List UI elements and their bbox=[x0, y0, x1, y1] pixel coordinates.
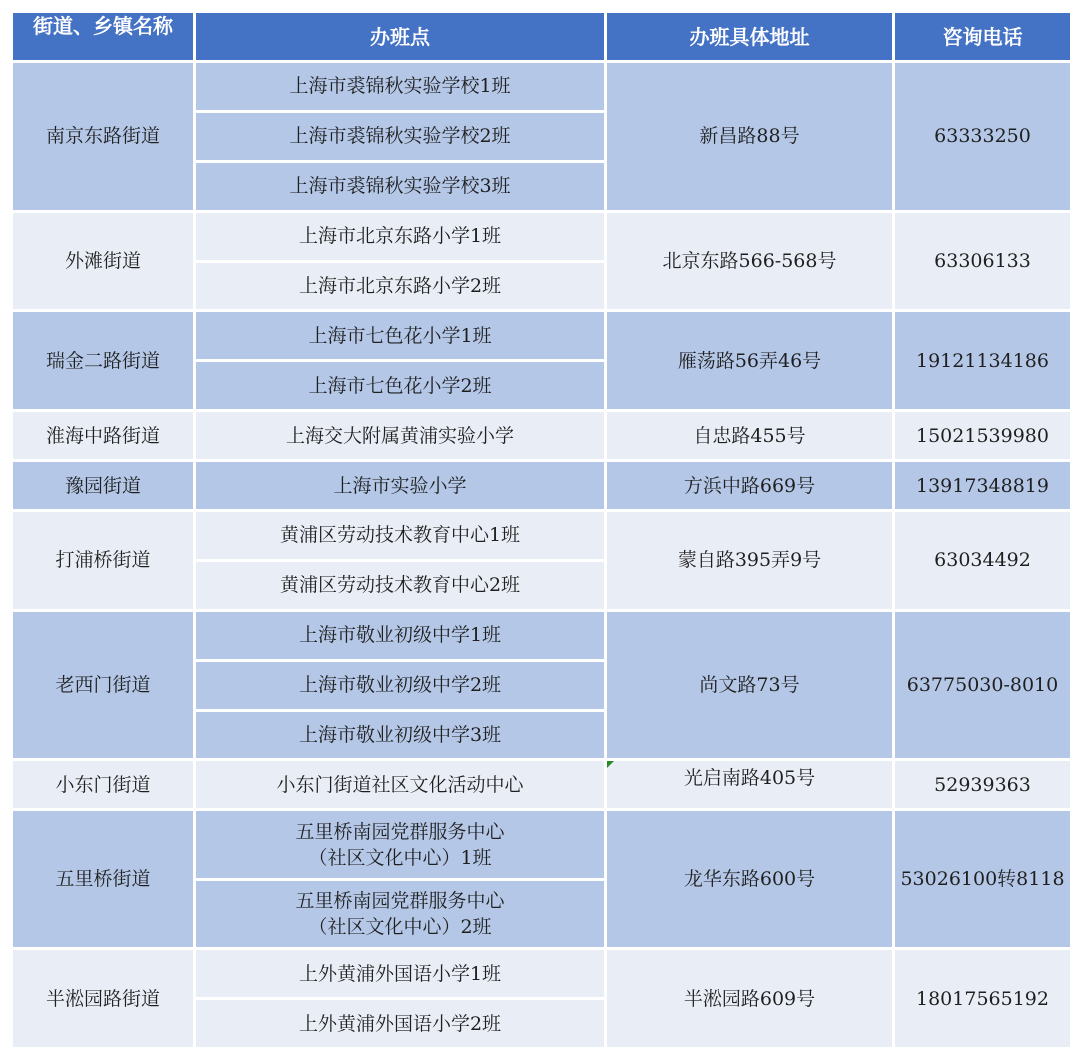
phone-cell: 13917348819 bbox=[894, 461, 1072, 511]
street-cell: 瑞金二路街道 bbox=[12, 311, 195, 411]
address-text: 自忠路455号 bbox=[693, 424, 806, 447]
table-row bbox=[12, 810, 1072, 879]
street-cell: 豫园街道 bbox=[12, 461, 195, 511]
phone-cell: 53026100转8118 bbox=[894, 810, 1072, 949]
street-cell: 老西门街道 bbox=[12, 610, 195, 760]
address-text: 龙华东路600号 bbox=[683, 868, 816, 891]
header-phone: 咨询电话 bbox=[894, 12, 1072, 62]
class-point-cell: 上外黄浦外国语小学2班 bbox=[195, 999, 606, 1049]
class-point-cell: 上海交大附属黄浦实验小学 bbox=[195, 411, 606, 461]
class-point-cell: 上海市敬业初级中学3班 bbox=[195, 710, 606, 760]
class-point-cell: 五里桥南园党群服务中心 （社区文化中心）2班 bbox=[195, 879, 606, 948]
address-text: 新昌路88号 bbox=[699, 125, 800, 148]
header-address: 办班具体地址 bbox=[606, 12, 894, 62]
class-point-cell: 上海市敬业初级中学2班 bbox=[195, 660, 606, 710]
table-row bbox=[12, 610, 1072, 660]
phone-cell: 15021539980 bbox=[894, 411, 1072, 461]
table-row bbox=[12, 760, 1072, 810]
class-point-cell: 上海市北京东路小学1班 bbox=[195, 211, 606, 261]
class-point-cell: 上外黄浦外国语小学1班 bbox=[195, 949, 606, 999]
class-point-cell: 五里桥南园党群服务中心 （社区文化中心）1班 bbox=[195, 810, 606, 879]
class-point-cell: 上海市裘锦秋实验学校1班 bbox=[195, 62, 606, 112]
header-row bbox=[12, 12, 1072, 62]
street-cell: 南京东路街道 bbox=[12, 62, 195, 212]
phone-cell: 52939363 bbox=[894, 760, 1072, 810]
address-cell bbox=[606, 610, 894, 760]
street-cell: 打浦桥街道 bbox=[12, 511, 195, 611]
address-cell bbox=[606, 62, 894, 212]
phone-cell: 63775030-8010 bbox=[894, 610, 1072, 760]
address-text: 方浜中路669号 bbox=[683, 474, 816, 497]
class-point-cell: 上海市七色花小学1班 bbox=[195, 311, 606, 361]
street-cell: 五里桥街道 bbox=[12, 810, 195, 949]
address-cell bbox=[606, 760, 894, 810]
comment-indicator-icon bbox=[607, 761, 614, 768]
street-cell: 外滩街道 bbox=[12, 211, 195, 311]
phone-cell: 19121134186 bbox=[894, 311, 1072, 411]
header-street: 街道、乡镇名称 bbox=[12, 12, 195, 62]
class-point-cell: 上海市敬业初级中学1班 bbox=[195, 610, 606, 660]
phone-cell: 63333250 bbox=[894, 62, 1072, 212]
class-point-cell: 小东门街道社区文化活动中心 bbox=[195, 760, 606, 810]
address-cell bbox=[606, 311, 894, 411]
table-row bbox=[12, 211, 1072, 261]
header-class-point: 办班点 bbox=[195, 12, 606, 62]
phone-cell: 63034492 bbox=[894, 511, 1072, 611]
phone-cell: 63306133 bbox=[894, 211, 1072, 311]
class-point-cell: 上海市裘锦秋实验学校2班 bbox=[195, 111, 606, 161]
address-text: 尚文路73号 bbox=[699, 674, 800, 697]
table-row bbox=[12, 949, 1072, 999]
table-row bbox=[12, 311, 1072, 361]
class-point-cell: 上海市裘锦秋实验学校3班 bbox=[195, 161, 606, 211]
address-text: 雁荡路56弄46号 bbox=[677, 349, 822, 372]
class-location-table bbox=[10, 10, 1073, 1050]
table-row bbox=[12, 411, 1072, 461]
street-cell: 半淞园路街道 bbox=[12, 949, 195, 1049]
table-row bbox=[12, 461, 1072, 511]
address-cell bbox=[606, 810, 894, 949]
class-point-cell: 上海市北京东路小学2班 bbox=[195, 261, 606, 311]
phone-cell: 18017565192 bbox=[894, 949, 1072, 1049]
address-text: 蒙自路395弄9号 bbox=[677, 549, 822, 572]
class-point-cell: 上海市七色花小学2班 bbox=[195, 361, 606, 411]
class-point-cell: 上海市实验小学 bbox=[195, 461, 606, 511]
address-text: 半淞园路609号 bbox=[683, 987, 816, 1010]
address-cell bbox=[606, 211, 894, 311]
street-cell: 淮海中路街道 bbox=[12, 411, 195, 461]
address-cell bbox=[606, 949, 894, 1049]
table-row bbox=[12, 62, 1072, 112]
address-cell bbox=[606, 411, 894, 461]
address-text: 北京东路566-568号 bbox=[662, 250, 837, 273]
address-cell bbox=[606, 461, 894, 511]
class-point-cell: 黄浦区劳动技术教育中心2班 bbox=[195, 560, 606, 610]
street-cell: 小东门街道 bbox=[12, 760, 195, 810]
address-cell bbox=[606, 511, 894, 611]
class-point-cell: 黄浦区劳动技术教育中心1班 bbox=[195, 511, 606, 561]
table-body bbox=[12, 62, 1072, 1049]
address-text: 光启南路405号 bbox=[683, 767, 816, 790]
table-row bbox=[12, 511, 1072, 561]
